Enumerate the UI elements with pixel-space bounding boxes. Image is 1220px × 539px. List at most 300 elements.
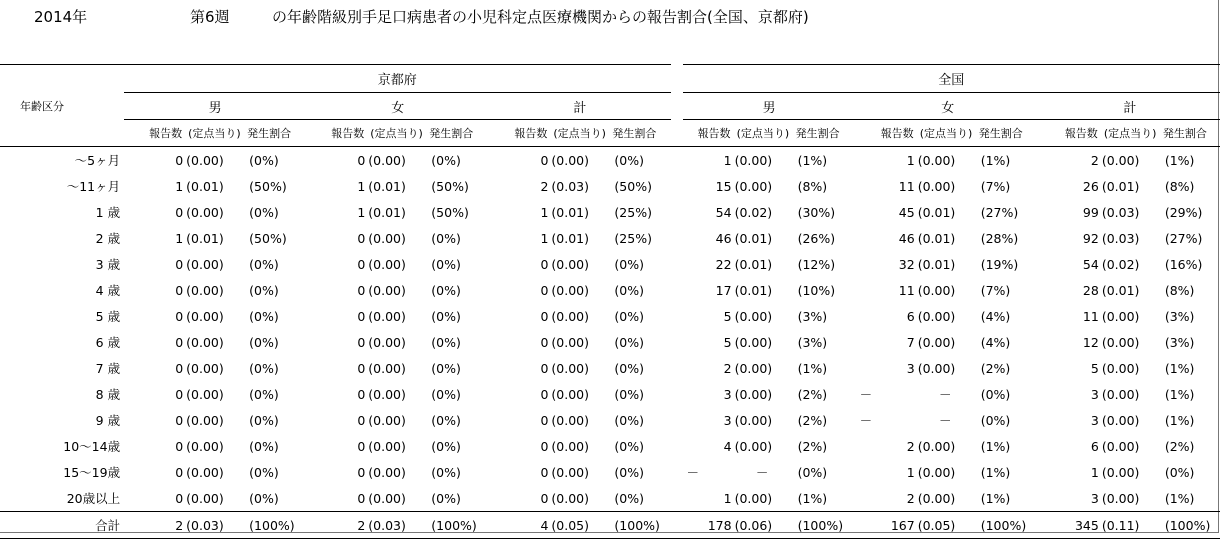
count-cell: 1: [1090, 464, 1099, 480]
count-cell: 22: [715, 256, 732, 272]
per-site-cell: (0.03): [1101, 230, 1140, 246]
per-site-cell: (0.00): [186, 334, 224, 350]
table-row: [0, 225, 1220, 251]
ratio-cell: (7%): [980, 178, 1011, 194]
ratio-cell: (3%): [1164, 334, 1195, 350]
ratio-cell: (0%): [431, 412, 461, 428]
ratio-cell: (2%): [980, 360, 1011, 376]
per-site-cell: (0.00): [186, 308, 224, 324]
gap-cell: [671, 147, 683, 174]
count-cell: 45: [898, 204, 915, 220]
count-cell: 12: [1082, 334, 1099, 350]
age-cell: 4 歳: [95, 283, 121, 298]
count-cell: 2: [906, 438, 915, 454]
sub-header: 発生割合: [1157, 120, 1220, 147]
gap-cell: [671, 225, 683, 251]
per-site-cell: (0.02): [734, 204, 773, 220]
per-site-cell: (0.00): [368, 438, 406, 454]
per-site-cell: (0.00): [551, 360, 589, 376]
ratio-cell: (0%): [249, 438, 279, 454]
count-cell: 3: [1090, 412, 1099, 428]
per-site-cell: (0.00): [734, 152, 773, 168]
count-cell: 0: [357, 230, 366, 246]
per-site-cell: (0.00): [368, 360, 406, 376]
ratio-cell: (0%): [614, 438, 645, 454]
table-row: [0, 381, 1220, 407]
age-cell: 15～19歳: [63, 465, 121, 480]
count-cell: 0: [175, 334, 184, 350]
per-site-cell: (0.00): [734, 386, 773, 402]
count-cell: 0: [175, 152, 184, 168]
count-cell: 15: [715, 178, 732, 194]
count-cell: 0: [357, 256, 366, 272]
ratio-cell: (3%): [1164, 308, 1195, 324]
ratio-cell: (2%): [1164, 438, 1195, 454]
ratio-cell: (0%): [614, 360, 645, 376]
per-site-cell: (0.01): [917, 230, 956, 246]
count-cell: 7: [906, 334, 915, 350]
sub-header: 報告数: [124, 120, 186, 147]
count-cell: 0: [357, 490, 366, 506]
per-site-cell: (0.05): [551, 512, 606, 539]
per-site-cell: (0.00): [1101, 360, 1140, 376]
count-cell: 3: [723, 412, 732, 428]
count-cell: 0: [540, 308, 549, 324]
ratio-cell: (1%): [1164, 152, 1195, 168]
count-cell: 1: [906, 152, 915, 168]
table-row: [0, 199, 1220, 225]
sub-header: 報告数: [306, 120, 368, 147]
ratio-cell: (100%): [973, 512, 1040, 539]
per-site-cell: (0.00): [368, 256, 406, 272]
per-site-cell: (0.00): [734, 178, 773, 194]
per-site-cell: (0.01): [368, 204, 406, 220]
count-cell: 5: [723, 334, 732, 350]
count-cell: 17: [715, 282, 732, 298]
count-cell: 3: [1090, 490, 1099, 506]
per-site-cell: (0.00): [551, 308, 589, 324]
per-site-cell: (0.00): [368, 490, 406, 506]
count-cell: 1: [175, 178, 184, 194]
count-cell: 11: [898, 178, 915, 194]
count-cell: 2: [540, 178, 549, 194]
sub-header: 発生割合: [241, 120, 306, 147]
ratio-cell: (0%): [431, 308, 461, 324]
gap-cell: [671, 381, 683, 407]
count-cell: 0: [540, 438, 549, 454]
per-site-cell: (0.01): [186, 178, 224, 194]
sex-header: 計: [1040, 93, 1220, 120]
ratio-cell: (7%): [980, 282, 1011, 298]
count-cell: 0: [540, 490, 549, 506]
age-header: 年齢区分: [0, 65, 124, 147]
age-cell: 1 歳: [95, 205, 121, 220]
ratio-cell: (1%): [980, 438, 1011, 454]
per-site-cell: －: [938, 413, 952, 428]
sex-header: 計: [489, 93, 670, 120]
count-cell: 0: [540, 256, 549, 272]
table-row: [0, 277, 1220, 303]
ratio-cell: (1%): [980, 152, 1011, 168]
count-cell: 5: [723, 308, 732, 324]
count-cell: 0: [540, 386, 549, 402]
per-site-cell: (0.00): [186, 256, 224, 272]
per-site-cell: (0.00): [186, 152, 224, 168]
count-cell: 0: [357, 334, 366, 350]
per-site-cell: (0.00): [186, 490, 224, 506]
count-cell: 0: [540, 360, 549, 376]
per-site-cell: (0.00): [368, 464, 406, 480]
ratio-cell: (0%): [431, 230, 461, 246]
ratio-cell: (0%): [1164, 464, 1195, 480]
ratio-cell: (0%): [797, 464, 828, 480]
count-cell: 1: [175, 230, 184, 246]
per-site-cell: (0.03): [1101, 204, 1140, 220]
sex-gap: [671, 93, 683, 120]
per-site-cell: (0.00): [734, 334, 773, 350]
per-site-cell: (0.00): [917, 152, 956, 168]
sub-header: (定点当り): [1102, 120, 1157, 147]
count-cell: 46: [715, 230, 732, 246]
count-cell: 1: [906, 464, 915, 480]
ratio-cell: (0%): [614, 334, 645, 350]
count-cell: 167: [856, 512, 918, 539]
count-cell: 2: [1090, 152, 1099, 168]
ratio-cell: (19%): [980, 256, 1019, 272]
per-site-cell: (0.00): [734, 360, 773, 376]
age-cell: 8 歳: [95, 387, 121, 402]
table-row: [0, 329, 1220, 355]
count-cell: 178: [683, 512, 735, 539]
count-cell: 0: [357, 412, 366, 428]
count-cell: 1: [357, 204, 366, 220]
count-cell: 3: [906, 360, 915, 376]
age-cell: 合計: [0, 512, 124, 539]
title-text: の年齢階級別手足口病患者の小児科定点医療機関からの報告割合(全国、京都府): [272, 8, 809, 26]
per-site-cell: (0.06): [735, 512, 790, 539]
count-cell: 32: [898, 256, 915, 272]
ratio-cell: (0%): [614, 152, 645, 168]
per-site-cell: (0.01): [734, 282, 773, 298]
ratio-cell: (12%): [797, 256, 836, 272]
ratio-cell: (0%): [431, 360, 461, 376]
ratio-cell: (50%): [249, 230, 287, 246]
per-site-cell: (0.00): [917, 178, 956, 194]
per-site-cell: (0.00): [368, 412, 406, 428]
count-cell: 1: [357, 178, 366, 194]
sub-header: 発生割合: [973, 120, 1040, 147]
ratio-cell: (30%): [797, 204, 836, 220]
count-cell: 28: [1082, 282, 1099, 298]
per-site-cell: (0.00): [917, 360, 956, 376]
ratio-cell: (0%): [431, 152, 461, 168]
per-site-cell: (0.00): [186, 360, 224, 376]
table-row: [0, 303, 1220, 329]
age-cell: 2 歳: [95, 231, 121, 246]
count-cell: 26: [1082, 178, 1099, 194]
per-site-cell: (0.03): [186, 512, 241, 539]
title-week: 第6週: [190, 8, 230, 26]
per-site-cell: (0.00): [551, 256, 589, 272]
per-site-cell: (0.00): [1101, 334, 1140, 350]
sub-header: (定点当り): [186, 120, 241, 147]
per-site-cell: (0.00): [1101, 490, 1140, 506]
table-row: [0, 433, 1220, 459]
per-site-cell: (0.00): [917, 464, 956, 480]
region-kyoto: 京都府: [124, 65, 670, 93]
count-cell: 11: [898, 282, 915, 298]
ratio-cell: (0%): [614, 386, 645, 402]
per-site-cell: (0.00): [734, 490, 773, 506]
count-cell: 6: [1090, 438, 1099, 454]
total-row: [0, 512, 1220, 539]
count-cell: 0: [175, 282, 184, 298]
ratio-cell: (100%): [790, 512, 856, 539]
per-site-cell: (0.00): [1101, 438, 1140, 454]
sub-header: 発生割合: [423, 120, 489, 147]
count-cell: 0: [540, 282, 549, 298]
per-site-cell: (0.11): [1102, 512, 1157, 539]
ratio-cell: (2%): [797, 386, 828, 402]
ratio-cell: (29%): [1164, 204, 1203, 220]
per-site-cell: －: [755, 465, 769, 480]
per-site-cell: (0.01): [917, 256, 956, 272]
ratio-cell: (0%): [614, 464, 645, 480]
ratio-cell: (0%): [249, 386, 279, 402]
count-cell: 2: [906, 490, 915, 506]
ratio-cell: (0%): [614, 282, 645, 298]
gap-cell: [671, 329, 683, 355]
per-site-cell: (0.01): [917, 204, 956, 220]
ratio-cell: (50%): [249, 178, 287, 194]
count-cell: 99: [1082, 204, 1099, 220]
per-site-cell: (0.01): [186, 230, 224, 246]
count-cell: －: [859, 387, 873, 402]
count-cell: 0: [175, 256, 184, 272]
ratio-cell: (1%): [797, 152, 828, 168]
report-table: [0, 64, 1220, 539]
ratio-cell: (0%): [249, 152, 279, 168]
ratio-cell: (1%): [797, 490, 828, 506]
ratio-cell: (0%): [431, 490, 461, 506]
sub-header: (定点当り): [551, 120, 606, 147]
ratio-cell: (4%): [980, 308, 1011, 324]
count-cell: 0: [540, 334, 549, 350]
per-site-cell: (0.00): [551, 334, 589, 350]
ratio-cell: (50%): [431, 204, 469, 220]
count-cell: 0: [357, 464, 366, 480]
per-site-cell: (0.00): [551, 490, 589, 506]
ratio-cell: (1%): [1164, 360, 1195, 376]
per-site-cell: (0.00): [551, 464, 589, 480]
per-site-cell: (0.00): [1101, 152, 1140, 168]
ratio-cell: (3%): [797, 308, 828, 324]
ratio-cell: (0%): [431, 438, 461, 454]
ratio-cell: (0%): [249, 490, 279, 506]
age-cell: ～5ヶ月: [74, 153, 121, 168]
sex-header: 女: [306, 93, 489, 120]
ratio-cell: (28%): [980, 230, 1019, 246]
ratio-cell: (100%): [606, 512, 670, 539]
table-row: [0, 147, 1220, 174]
gap-cell: [671, 199, 683, 225]
per-site-cell: (0.00): [186, 464, 224, 480]
count-cell: 0: [175, 386, 184, 402]
count-cell: 4: [489, 512, 551, 539]
count-cell: 0: [175, 308, 184, 324]
per-site-cell: (0.03): [368, 512, 423, 539]
ratio-cell: (2%): [797, 412, 828, 428]
ratio-cell: (0%): [980, 386, 1011, 402]
per-site-cell: (0.01): [1101, 178, 1140, 194]
table-row: [0, 459, 1220, 485]
sub-header: 発生割合: [606, 120, 670, 147]
count-cell: 0: [175, 490, 184, 506]
ratio-cell: (0%): [614, 256, 645, 272]
per-site-cell: (0.01): [1101, 282, 1140, 298]
ratio-cell: (1%): [1164, 490, 1195, 506]
age-cell: 7 歳: [95, 361, 121, 376]
count-cell: 0: [175, 438, 184, 454]
per-site-cell: (0.00): [551, 386, 589, 402]
age-cell: 20歳以上: [66, 491, 121, 506]
ratio-cell: (0%): [249, 204, 279, 220]
ratio-cell: (50%): [431, 178, 469, 194]
count-cell: 1: [540, 204, 549, 220]
title-year: 2014年: [34, 8, 88, 26]
ratio-cell: (100%): [1157, 512, 1220, 539]
per-site-cell: (0.05): [918, 512, 973, 539]
ratio-cell: (1%): [1164, 386, 1195, 402]
count-cell: 1: [540, 230, 549, 246]
per-site-cell: (0.00): [1101, 308, 1140, 324]
per-site-cell: (0.00): [1101, 386, 1140, 402]
per-site-cell: (0.00): [917, 438, 956, 454]
region-national: 全国: [683, 65, 1220, 93]
per-site-cell: (0.00): [186, 438, 224, 454]
count-cell: 0: [540, 152, 549, 168]
per-site-cell: (0.01): [368, 178, 406, 194]
sub-gap: [671, 120, 683, 147]
ratio-cell: (26%): [797, 230, 836, 246]
ratio-cell: (0%): [249, 308, 279, 324]
per-site-cell: (0.00): [186, 412, 224, 428]
per-site-cell: (0.03): [551, 178, 589, 194]
sub-header: (定点当り): [368, 120, 423, 147]
count-cell: 1: [723, 152, 732, 168]
table-row: [0, 355, 1220, 381]
count-cell: 46: [898, 230, 915, 246]
count-cell: 0: [175, 204, 184, 220]
per-site-cell: (0.01): [734, 230, 773, 246]
sub-header: 報告数: [489, 120, 551, 147]
age-cell: 10～14歳: [63, 439, 121, 454]
region-gap: [671, 65, 683, 93]
sex-header: 女: [856, 93, 1040, 120]
table-row: [0, 485, 1220, 512]
ratio-cell: (0%): [614, 412, 645, 428]
table-row: [0, 407, 1220, 433]
per-site-cell: (0.00): [551, 412, 589, 428]
count-cell: 2: [306, 512, 368, 539]
count-cell: 0: [175, 464, 184, 480]
per-site-cell: (0.00): [1101, 464, 1140, 480]
age-cell: 6 歳: [95, 335, 121, 350]
gap-cell: [671, 251, 683, 277]
ratio-cell: (0%): [249, 334, 279, 350]
count-cell: 54: [1082, 256, 1099, 272]
ratio-cell: (0%): [431, 386, 461, 402]
ratio-cell: (0%): [431, 282, 461, 298]
per-site-cell: (0.00): [551, 438, 589, 454]
ratio-cell: (16%): [1164, 256, 1203, 272]
per-site-cell: (0.00): [368, 334, 406, 350]
gap-cell: [671, 485, 683, 512]
per-site-cell: (0.02): [1101, 256, 1140, 272]
per-site-cell: (0.00): [368, 386, 406, 402]
ratio-cell: (0%): [431, 256, 461, 272]
count-cell: 0: [540, 412, 549, 428]
count-cell: 3: [1090, 386, 1099, 402]
count-cell: 6: [906, 308, 915, 324]
count-cell: 0: [175, 412, 184, 428]
count-cell: 4: [723, 438, 732, 454]
per-site-cell: －: [938, 387, 952, 402]
gap-cell: [671, 433, 683, 459]
ratio-cell: (0%): [249, 282, 279, 298]
count-cell: 0: [357, 386, 366, 402]
count-cell: 54: [715, 204, 732, 220]
per-site-cell: (0.00): [917, 334, 956, 350]
gap-cell: [671, 173, 683, 199]
sub-header: 報告数: [1040, 120, 1102, 147]
per-site-cell: (0.00): [186, 204, 224, 220]
per-site-cell: (0.01): [551, 230, 589, 246]
ratio-cell: (0%): [431, 334, 461, 350]
per-site-cell: (0.00): [368, 152, 406, 168]
ratio-cell: (0%): [249, 464, 279, 480]
per-site-cell: (0.00): [734, 412, 773, 428]
ratio-cell: (2%): [797, 438, 828, 454]
per-site-cell: (0.00): [186, 386, 224, 402]
per-site-cell: (0.00): [917, 308, 956, 324]
per-site-cell: (0.01): [551, 204, 589, 220]
ratio-cell: (3%): [797, 334, 828, 350]
per-site-cell: (0.00): [734, 308, 773, 324]
ratio-cell: (8%): [1164, 282, 1195, 298]
count-cell: 2: [723, 360, 732, 376]
count-cell: 0: [540, 464, 549, 480]
count-cell: 0: [357, 360, 366, 376]
ratio-cell: (1%): [980, 490, 1011, 506]
per-site-cell: (0.00): [368, 308, 406, 324]
ratio-cell: (100%): [241, 512, 306, 539]
ratio-cell: (1%): [1164, 412, 1195, 428]
gap-cell: [671, 355, 683, 381]
count-cell: 3: [723, 386, 732, 402]
sub-header: 報告数: [683, 120, 735, 147]
count-cell: 92: [1082, 230, 1099, 246]
count-cell: 5: [1090, 360, 1099, 376]
per-site-cell: (0.00): [734, 438, 773, 454]
ratio-cell: (0%): [614, 308, 645, 324]
ratio-cell: (1%): [797, 360, 828, 376]
table-row: [0, 251, 1220, 277]
per-site-cell: (0.00): [368, 282, 406, 298]
count-cell: 0: [357, 438, 366, 454]
age-cell: 9 歳: [95, 413, 121, 428]
per-site-cell: (0.00): [917, 490, 956, 506]
